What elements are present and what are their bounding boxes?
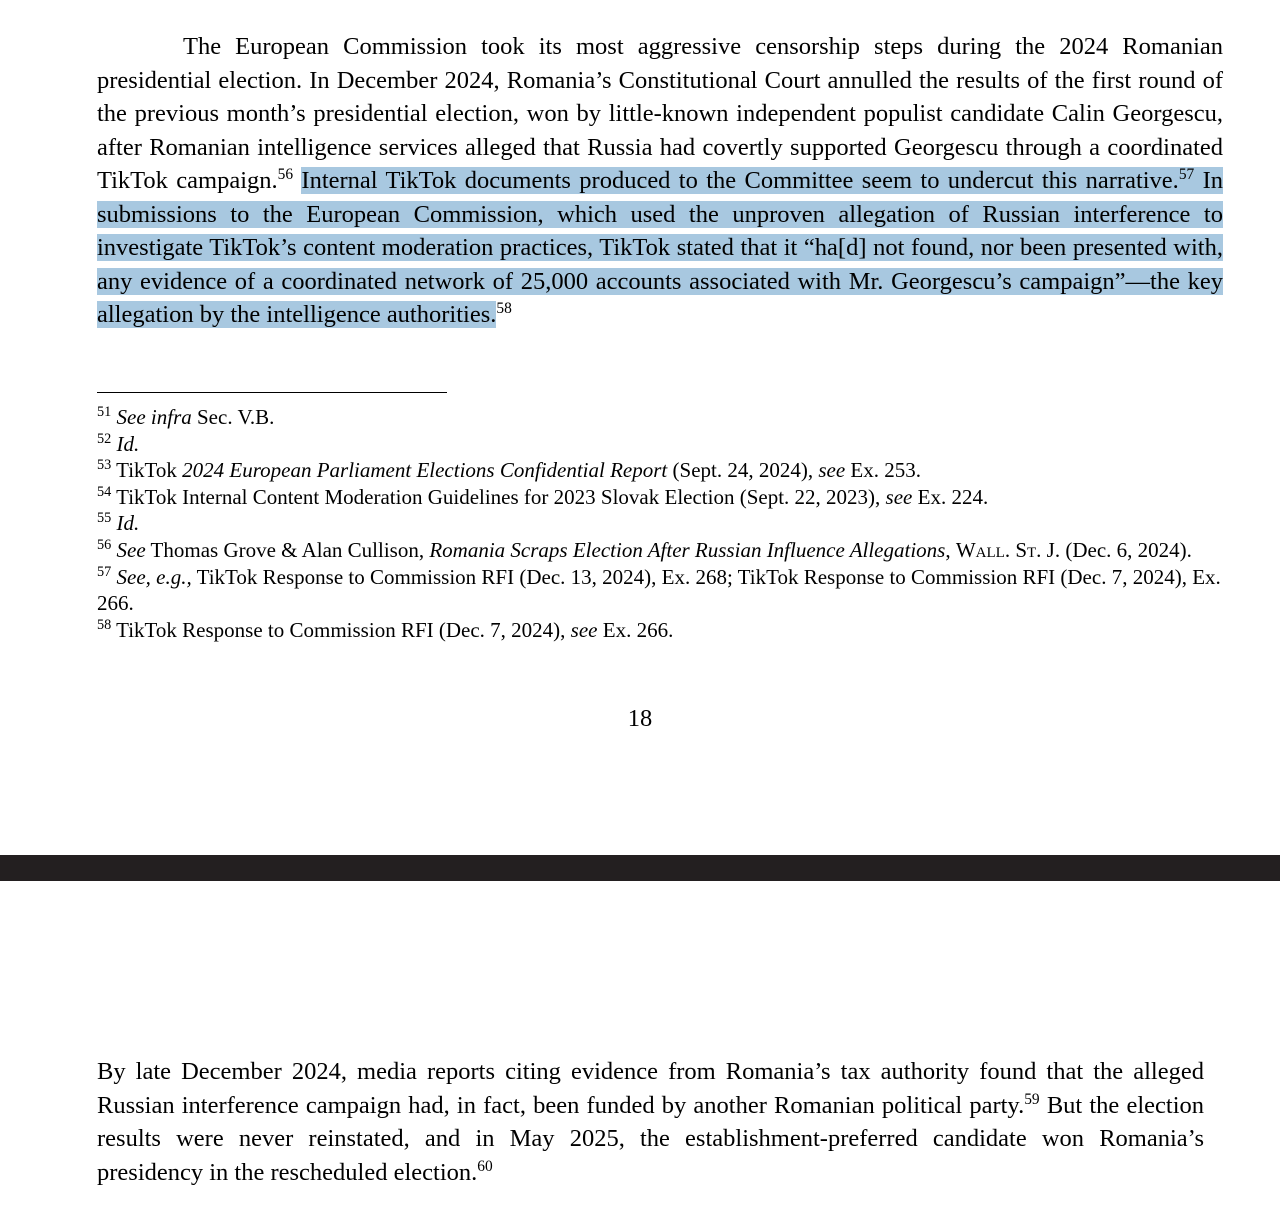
footnote-item-51: $^{51}$ See infra Sec. V.B. — [97, 404, 275, 429]
footnote-item-54: $^{54}$ TikTok Internal Content Moderation Guidelines for 2023 Slovak Election (Sept. 22, 2023), see Ex. 224. — [97, 483, 989, 509]
footnote-reference-56[interactable]: 56 — [277, 165, 294, 183]
footnote-list — [97, 404, 1227, 643]
page-number: 18 — [627, 705, 653, 732]
footnote-item-58: $^{58}$ TikTok Response to Commission RFI (Dec. 7, 2024), see Ex. 266. — [97, 616, 674, 642]
paragraph-segment-1: The European Commission took its most aggressive censorship steps during the 2024 Romanian presidential election. In December 2024, Romania’s Constitutional Court annulled the results of the first round of the previous month’s presidential election, won by little-known independent populist candidate Calin Georgescu, after Romanian intelligence services alleged that Russia had covertly supported Georgescu through a coordinated TikTok campaign. — [97, 33, 1223, 194]
footnote-separator-rule — [97, 392, 447, 393]
footnote-number-57: 57 — [97, 563, 112, 580]
footnote-text-52-italic: Id. — [116, 431, 140, 456]
page-1-body-paragraph — [97, 30, 1223, 332]
footnote-reference-57[interactable]: 57 — [1178, 165, 1195, 183]
page-2-sheet — [0, 881, 1280, 1210]
page-break-band — [0, 855, 1280, 881]
footnote-text-55-italic: Id. — [116, 511, 140, 536]
footnote-see-56: See — [116, 537, 146, 562]
page-2-segment-1: By late December 2024, media reports citing evidence from Romania’s tax authority found that the alleged Russian interference campaign had, in fact, been funded by another Romanian political party. — [97, 1058, 1204, 1119]
footnote-see-57: See, e.g., — [116, 564, 192, 589]
footnote-title-53: 2024 European Parliament Elections Confidential Report — [182, 458, 668, 483]
page-2-segment-2: But the election results were never reinstated, and in May 2025, the establishment-preferred candidate won Romania’s presidency in the rescheduled election. — [97, 1091, 1205, 1186]
footnote-see-58: see — [570, 617, 598, 642]
footnote-number-58: 58 — [97, 616, 112, 633]
footnote-number-54: 54 — [97, 483, 112, 500]
footnote-see-53: see — [818, 458, 846, 483]
footnote-reference-60[interactable]: 60 — [477, 1157, 493, 1175]
highlighted-segment-1 — [301, 167, 1194, 194]
footnote-title-56: Romania Scraps Election After Russian Influence Allegations — [429, 537, 946, 562]
page-2-body-paragraph — [97, 1055, 1204, 1189]
footnote-number-55: 55 — [97, 510, 112, 527]
footnote-number-56: 56 — [97, 536, 112, 553]
footnote-item-56: $^{56}$ See Thomas Grove & Alan Cullison, Romania Scraps Election After Russian Influence Allegations, Wall. St. J. (Dec. 6, 2024). — [97, 536, 1192, 562]
footnote-item-53: $^{53}$ TikTok 2024 European Parliament Elections Confidential Report (Sept. 24, 2024), see Ex. 253. — [97, 457, 921, 483]
footnote-item-57: $^{57}$ See, e.g., TikTok Response to Commission RFI (Dec. 13, 2024), Ex. 268; TikTok Response to Commission RFI (Dec. 7, 2024), Ex. 266. — [97, 563, 1221, 616]
paragraph-segment-3: In submissions to the European Commission, which used the unproven allegation of Russian interference to investigate TikTok’s content moderation practices, TikTok stated that it “ha[d] not found, nor been presented with, any evidence of a coordinated network of 25,000 accounts associated with Mr. Georgescu’s campaign”—the key allegation by the intelligence authorities. — [97, 167, 1224, 328]
footnote-text-51-italic: See infra — [116, 405, 192, 429]
footnote-item-52 — [97, 431, 1227, 458]
footnote-reference-58[interactable]: 58 — [496, 299, 512, 317]
footnote-reference-59[interactable]: 59 — [1024, 1090, 1040, 1108]
footnote-see-54: see — [885, 484, 913, 509]
footnote-number-51: 51 — [97, 404, 112, 420]
paragraph-segment-2: Internal TikTok documents produced to the Committee seem to undercut this narrative. — [301, 167, 1179, 194]
footnote-number-53: 53 — [97, 457, 112, 474]
footnote-source-56: Wall. St. J. — [955, 537, 1061, 562]
footnote-number-52: 52 — [97, 430, 112, 447]
footnote-item-55 — [97, 510, 1227, 537]
